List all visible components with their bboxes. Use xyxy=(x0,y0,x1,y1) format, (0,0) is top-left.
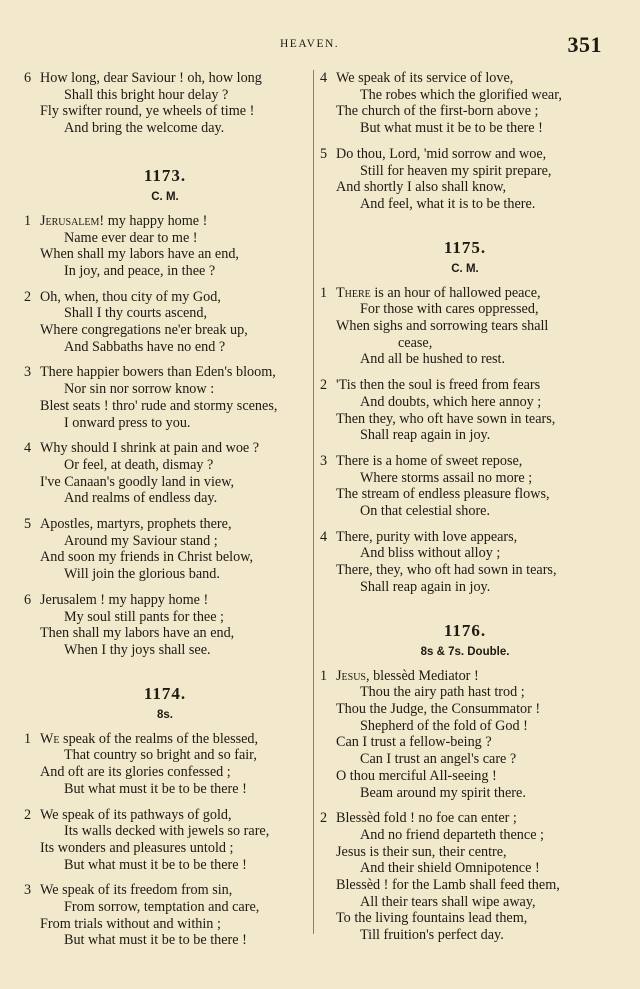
verse-line xyxy=(320,285,610,302)
verse-line: Shepherd of the fold of God ! xyxy=(360,717,528,734)
stanza-number: 3 xyxy=(24,882,32,899)
verse-line: Nor sin nor sorrow know : xyxy=(64,381,215,398)
stanza xyxy=(24,731,306,798)
verse-line: And their shield Omnipotence ! xyxy=(360,860,540,877)
verse-line: Thou the airy path hast trod ; xyxy=(360,684,525,701)
verse-line: When sighs and sorrowing tears shall xyxy=(336,318,549,335)
stanza xyxy=(24,213,306,280)
verse-line: Shall this bright hour delay ? xyxy=(64,86,229,103)
stanza-number: 1 xyxy=(320,667,328,684)
verse-line: The robes which the glorified wear, xyxy=(360,86,562,103)
verse-line: To the living fountains lead them, xyxy=(336,910,528,927)
verse-line: O thou merciful All-seeing ! xyxy=(336,767,497,784)
stanza xyxy=(320,377,610,444)
stanza-number: 1 xyxy=(24,730,32,747)
verse-line xyxy=(24,213,306,230)
verse-line: Or feel, at death, dismay ? xyxy=(64,456,214,473)
verse-line: Till fruition's perfect day. xyxy=(360,927,504,944)
stanza-number: 1 xyxy=(320,284,328,301)
stanza-number: 4 xyxy=(320,528,328,545)
page-number: 351 xyxy=(567,32,602,57)
verse-line: In joy, and peace, in thee ? xyxy=(64,262,216,279)
column-divider xyxy=(313,70,314,934)
verse-line: Blessèd fold ! no foe can enter ; xyxy=(336,810,517,827)
verse-line: Shall reap again in joy. xyxy=(360,427,491,444)
verse-line: The stream of endless pleasure flows, xyxy=(336,486,550,503)
stanza xyxy=(320,453,610,520)
verse-line: And feel, what it is to be there. xyxy=(360,195,536,212)
verse-line: Can I trust an angel's care ? xyxy=(360,751,517,768)
verse-line: Jesus is their sun, their centre, xyxy=(336,843,507,860)
stanza-number: 2 xyxy=(24,806,32,823)
verse-line: My soul still pants for thee ; xyxy=(64,608,224,625)
verse-line: Shall I thy courts ascend, xyxy=(64,305,208,322)
verse-line: cease, xyxy=(398,334,433,351)
hymn-number: 1173. xyxy=(143,165,187,185)
stanza xyxy=(320,146,610,213)
verse-line: But what must it be to be there ! xyxy=(64,932,247,949)
stanza-number: 2 xyxy=(320,810,328,827)
verse-line: I've Canaan's goodly land in view, xyxy=(40,473,235,490)
stanza-number: 4 xyxy=(24,440,32,457)
verse-line: But what must it be to be there ! xyxy=(64,856,247,873)
verse-line: And soon my friends in Christ below, xyxy=(40,549,254,566)
verse-line: Where congregations ne'er break up, xyxy=(40,322,248,339)
verse-line: Beam around my spirit there. xyxy=(360,784,526,801)
stanza xyxy=(24,516,306,583)
verse-line: On that celestial shore. xyxy=(360,503,491,520)
verse-line: From trials without and within ; xyxy=(40,915,221,932)
left-column xyxy=(24,70,306,958)
stanza xyxy=(320,70,610,137)
verse-line: And oft are its glories confessed ; xyxy=(40,764,231,781)
verse-line: Blest seats ! thro' rude and stormy scenes, xyxy=(40,397,278,414)
stanza-number: 2 xyxy=(24,288,32,305)
verse-line: We speak of its pathways of gold, xyxy=(40,806,232,823)
verse-line: There is a home of sweet repose, xyxy=(336,452,523,469)
stanza-number: 5 xyxy=(320,145,328,162)
hymn-meter: C. M. xyxy=(451,262,479,275)
verse-line: Do thou, Lord, 'mid sorrow and woe, xyxy=(336,145,547,162)
verse-line: And realms of endless day. xyxy=(64,490,218,507)
verse-line: Can I trust a fellow-being ? xyxy=(336,734,492,751)
stanza xyxy=(24,364,306,431)
verse-line-text: , blessèd Mediator ! xyxy=(365,667,479,684)
verse-line: And bliss without alloy ; xyxy=(360,545,501,562)
verse-line: Name ever dear to me ! xyxy=(64,229,198,246)
stanza xyxy=(320,810,610,944)
stanza-number: 6 xyxy=(24,591,32,608)
hymn-heading xyxy=(320,238,610,277)
hymn-number: 1174. xyxy=(143,683,187,703)
stanza xyxy=(24,882,306,949)
verse-line: And all be hushed to rest. xyxy=(360,351,505,368)
verse-line: Fly swifter round, ye wheels of time ! xyxy=(40,103,255,120)
verse-line: Then shall my labors have an end, xyxy=(40,625,235,642)
verse-line: Shall reap again in joy. xyxy=(360,578,491,595)
first-word: There xyxy=(336,284,371,301)
verse-line: For those with cares oppressed, xyxy=(360,301,539,318)
verse-line: Oh, when, thou city of my God, xyxy=(40,288,221,305)
hymn-meter: 8s & 7s. Double. xyxy=(420,645,510,658)
stanza xyxy=(24,807,306,874)
stanza-number: 6 xyxy=(24,70,32,86)
stanza xyxy=(320,529,610,596)
verse-line: And doubts, which here annoy ; xyxy=(360,393,542,410)
verse-line: And no friend departeth thence ; xyxy=(360,826,544,843)
verse-line-text: is an hour of hallowed peace, xyxy=(370,284,541,301)
verse-line: When shall my labors have an end, xyxy=(40,246,239,263)
verse-line: Blessèd ! for the Lamb shall feed them, xyxy=(336,877,560,894)
verse-line: That country so bright and so fair, xyxy=(64,747,257,764)
verse-line xyxy=(320,668,610,685)
verse-line: And bring the welcome day. xyxy=(64,120,225,137)
verse-line: Still for heaven my spirit prepare, xyxy=(360,162,552,179)
verse-line: Then they, who oft have sown in tears, xyxy=(336,410,556,427)
verse-line: But what must it be to be there ! xyxy=(64,780,247,797)
verse-line: I onward press to you. xyxy=(64,414,191,431)
verse-line: And shortly I also shall know, xyxy=(336,179,507,196)
stanza xyxy=(24,440,306,507)
first-word: Jesus xyxy=(336,667,366,684)
verse-line: Why should I shrink at pain and woe ? xyxy=(40,440,260,457)
hymn-number: 1175. xyxy=(443,237,487,257)
running-title: HEAVEN. xyxy=(280,38,340,50)
right-column xyxy=(320,70,610,953)
verse-line: There, they, who oft had sown in tears, xyxy=(336,562,557,579)
stanza-number: 2 xyxy=(320,377,328,394)
verse-line: Jerusalem ! my happy home ! xyxy=(40,591,209,608)
verse-line: But what must it be to be there ! xyxy=(360,120,543,137)
stanza-number: 5 xyxy=(24,516,32,533)
stanza xyxy=(24,592,306,659)
stanza xyxy=(24,70,306,137)
verse-line: And Sabbaths have no end ? xyxy=(64,338,226,355)
stanza-number: 3 xyxy=(320,452,328,469)
hymn-meter: C. M. xyxy=(151,190,179,203)
verse-line: Apostles, martyrs, prophets there, xyxy=(40,516,232,533)
verse-line: Will join the glorious band. xyxy=(64,566,220,583)
verse-line: Its wonders and pleasures untold ; xyxy=(40,839,234,856)
verse-line-text: ! my happy home ! xyxy=(99,212,208,229)
verse-line: 'Tis then the soul is freed from fears xyxy=(336,377,541,394)
first-word: Jerusalem xyxy=(40,212,100,229)
stanza xyxy=(24,289,306,356)
verse-line: How long, dear Saviour ! oh, how long xyxy=(40,70,262,86)
hymn-heading xyxy=(24,684,306,723)
verse-line-text: speak of the realms of the blessed, xyxy=(59,730,259,747)
stanza-number: 4 xyxy=(320,70,328,86)
stanza-number: 1 xyxy=(24,212,32,229)
verse-line: There, purity with love appears, xyxy=(336,528,518,545)
verse-line: The church of the first-born above ; xyxy=(336,103,539,120)
verse-line: All their tears shall wipe away, xyxy=(360,893,536,910)
verse-line: Its walls decked with jewels so rare, xyxy=(64,823,270,840)
verse-line: From sorrow, temptation and care, xyxy=(64,899,260,916)
hymn-meter: 8s. xyxy=(157,708,173,721)
verse-line: We speak of its service of love, xyxy=(336,70,514,86)
hymn-heading xyxy=(24,166,306,205)
verse-line xyxy=(24,731,306,748)
hymn-number: 1176. xyxy=(443,620,487,640)
hymn-heading xyxy=(320,621,610,660)
verse-line: Around my Saviour stand ; xyxy=(64,532,218,549)
verse-line: Where storms assail no more ; xyxy=(360,469,533,486)
verse-line: We speak of its freedom from sin, xyxy=(40,882,233,899)
stanza-number: 3 xyxy=(24,364,32,381)
stanza xyxy=(320,668,610,802)
verse-line: Thou the Judge, the Consummator ! xyxy=(336,700,541,717)
verse-line: There happier bowers than Eden's bloom, xyxy=(40,364,276,381)
verse-line: When I thy joys shall see. xyxy=(64,641,211,658)
stanza xyxy=(320,285,610,369)
first-word: We xyxy=(40,730,60,747)
